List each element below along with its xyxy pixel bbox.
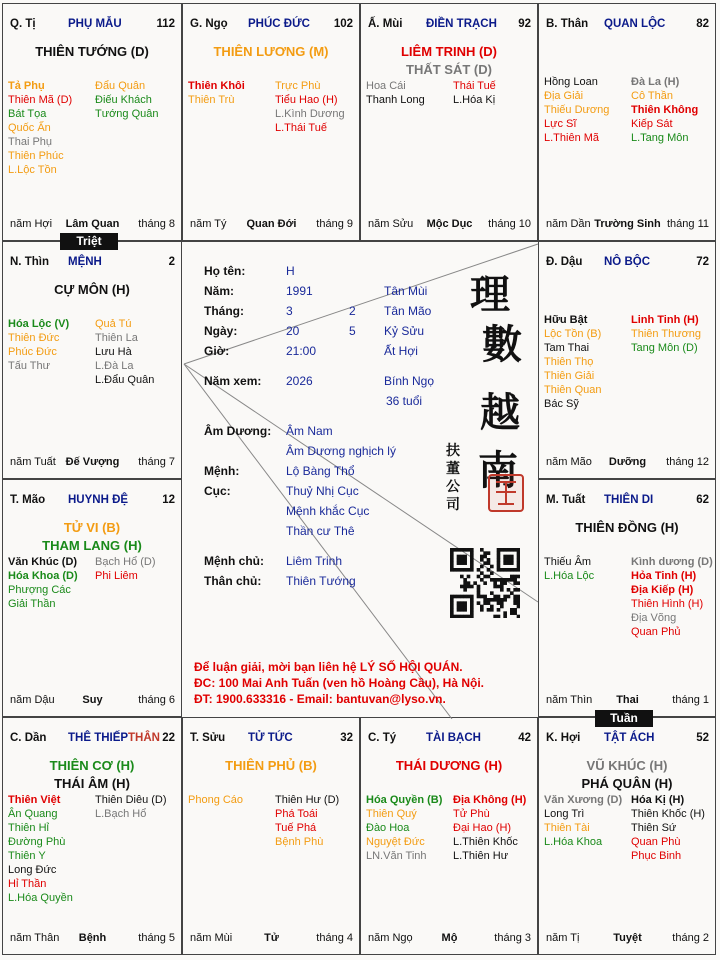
red-seal-stamp bbox=[488, 474, 524, 512]
minor-star: L.Kình Dương bbox=[275, 108, 345, 120]
palace-can-chi: K. Hợi bbox=[546, 732, 581, 744]
palace-cell bbox=[182, 3, 360, 241]
seal-char: 董 bbox=[446, 461, 460, 477]
palace-year: năm Mão bbox=[546, 456, 592, 468]
palace-footer bbox=[546, 218, 709, 232]
palace-name: PHÚC ĐỨC bbox=[248, 18, 310, 30]
palace-can-chi: T. Sửu bbox=[190, 732, 226, 744]
calligraphy-viet: 越 bbox=[480, 389, 520, 436]
ngay-am-lich: 5 bbox=[349, 324, 356, 338]
minor-star: Ân Quang bbox=[8, 808, 58, 820]
main-star: THIÊN CƠ (H) bbox=[49, 758, 135, 773]
minor-star: Thiên Tài bbox=[544, 822, 590, 834]
palace-number: 42 bbox=[518, 732, 531, 744]
contact-line-1: Để luận giải, mời bạn liên hệ LÝ SỐ HỘI QUÁN. bbox=[194, 660, 463, 674]
palace-footer bbox=[10, 218, 175, 232]
palace-header bbox=[546, 18, 709, 34]
minor-star: Phục Binh bbox=[631, 850, 682, 862]
minor-star: Thiếu Âm bbox=[544, 556, 592, 568]
truong-sinh: Mộ bbox=[441, 932, 458, 944]
minor-star: Phúc Đức bbox=[8, 346, 57, 358]
minor-star: Thiên Mã (D) bbox=[8, 94, 73, 106]
main-star: THẤT SÁT (D) bbox=[406, 62, 492, 77]
minor-star: Tấu Thư bbox=[8, 360, 51, 372]
palace-cell bbox=[182, 717, 360, 955]
thang-can-chi: Tân Mão bbox=[384, 304, 432, 318]
minor-star: Thiên Khốc (H) bbox=[631, 808, 705, 820]
main-star: LIÊM TRINH (D) bbox=[400, 44, 498, 59]
minor-star: Trực Phù bbox=[275, 80, 321, 92]
minor-star: Hóa Khoa (D) bbox=[8, 570, 78, 582]
palace-can-chi: N. Thìn bbox=[10, 256, 49, 268]
palace-month: tháng 4 bbox=[316, 932, 353, 944]
palace-year: năm Dậu bbox=[10, 694, 55, 706]
small-seal-text bbox=[446, 442, 466, 514]
palace-footer bbox=[546, 694, 709, 708]
truong-sinh: Đế Vượng bbox=[65, 456, 120, 468]
contact-address: ĐC: 100 Mai Anh Tuấn (ven hồ Hoàng Cầu), Hà Nội. bbox=[194, 676, 485, 690]
minor-star: Thiên Giải bbox=[544, 370, 595, 382]
seal-char: 扶 bbox=[446, 443, 460, 459]
minor-star: L.Hóa Kị bbox=[453, 94, 496, 106]
palace-header bbox=[190, 732, 353, 748]
palace-can-chi: B. Thân bbox=[546, 18, 589, 30]
minor-star: Lộc Tồn (B) bbox=[544, 328, 602, 340]
palace-number: 2 bbox=[168, 256, 175, 268]
minor-star: Thiên Khôi bbox=[188, 80, 245, 92]
minor-star: Địa Võng bbox=[631, 612, 677, 624]
minor-star: Long Trì bbox=[544, 808, 585, 820]
palace-cell bbox=[360, 3, 538, 241]
than-chu-value: Thiên Tướng bbox=[286, 574, 356, 588]
ngay-can-chi: Kỷ Sửu bbox=[384, 324, 425, 338]
main-star: THAM LANG (H) bbox=[42, 538, 142, 553]
minor-star: Hóa Kị (H) bbox=[631, 794, 685, 806]
palace-name: QUAN LỘC bbox=[604, 18, 666, 30]
minor-star: Thiên Không bbox=[631, 104, 699, 116]
minor-star: Thiên Hư (D) bbox=[275, 794, 340, 806]
truong-sinh: Tuyệt bbox=[613, 932, 642, 944]
minor-star: Hóa Quyền (B) bbox=[366, 794, 443, 806]
seal-char: 公 bbox=[446, 479, 460, 495]
seal-char: 司 bbox=[446, 497, 460, 513]
minor-star: Bệnh Phù bbox=[275, 836, 324, 848]
palace-name: HUYNH ĐỆ bbox=[68, 494, 129, 506]
than-cu: Thần cư Thê bbox=[286, 524, 355, 538]
palace-number: 52 bbox=[696, 732, 709, 744]
palace-month: tháng 9 bbox=[316, 218, 353, 230]
main-star: THIÊN ĐỒNG (H) bbox=[575, 520, 679, 535]
palace-name: TẬT ÁCH bbox=[604, 732, 655, 744]
menh-value: Lộ Bàng Thổ bbox=[286, 464, 355, 478]
main-star: TỬ VI (B) bbox=[63, 520, 121, 535]
palace-header bbox=[368, 18, 531, 34]
palace-can-chi: Ấ. Mùi bbox=[368, 18, 403, 30]
main-star: THÁI DƯƠNG (H) bbox=[395, 758, 503, 773]
minor-star: Tử Phù bbox=[453, 808, 490, 820]
minor-star: Thiên Hỉ bbox=[8, 822, 49, 834]
palace-can-chi: C. Tý bbox=[368, 732, 397, 744]
palace-footer bbox=[190, 932, 353, 946]
palace-cell bbox=[538, 3, 716, 241]
ho-ten-label: Họ tên: bbox=[204, 264, 246, 278]
minor-star: Kiếp Sát bbox=[631, 118, 673, 130]
palace-year: năm Mùi bbox=[190, 932, 233, 944]
minor-star: L.Thiên Hư bbox=[453, 850, 509, 862]
ho-ten-value: H bbox=[286, 264, 295, 278]
palace-year: năm Thân bbox=[10, 932, 60, 944]
minor-star: Quan Phủ bbox=[631, 626, 681, 638]
truong-sinh: Trường Sinh bbox=[594, 218, 661, 230]
calligraphy-ly: 理 bbox=[470, 271, 510, 318]
palace-month: tháng 11 bbox=[666, 218, 709, 230]
palace-number: 22 bbox=[162, 732, 175, 744]
minor-star: L.Hóa Quyền bbox=[8, 892, 73, 904]
calligraphy-so: 數 bbox=[482, 321, 522, 368]
truong-sinh: Thai bbox=[616, 694, 639, 706]
palace-month: tháng 12 bbox=[666, 456, 709, 468]
palace-name: PHỤ MẪU bbox=[68, 18, 122, 30]
minor-star: Đà La (H) bbox=[631, 76, 680, 88]
palace-number: 72 bbox=[696, 256, 709, 268]
palace-number: 32 bbox=[340, 732, 353, 744]
menh-chu-label: Mệnh chủ: bbox=[204, 554, 264, 568]
minor-star: Bác Sỹ bbox=[544, 398, 579, 410]
cuc-value: Thuỷ Nhị Cục bbox=[286, 484, 359, 498]
main-star: THÁI ÂM (H) bbox=[54, 776, 130, 791]
palace-name: ĐIỀN TRẠCH bbox=[426, 18, 497, 30]
palace-number: 92 bbox=[518, 18, 531, 30]
nam-xem-value: 2026 bbox=[286, 374, 313, 388]
minor-star: Linh Tinh (H) bbox=[631, 314, 699, 326]
minor-star: Thiên Thương bbox=[631, 328, 702, 340]
cuc-label: Cục: bbox=[204, 484, 231, 498]
minor-star: Thiên Thọ bbox=[544, 356, 594, 368]
contact-phone-email: ĐT: 1900.633316 - Email: bantuvan@lyso.vn. bbox=[194, 692, 446, 706]
palace-can-chi: Q. Tị bbox=[10, 18, 36, 30]
palace-number: 62 bbox=[696, 494, 709, 506]
nam-can-chi: Tân Mùi bbox=[384, 284, 428, 298]
palace-footer bbox=[10, 456, 175, 470]
triet-marker: Triệt bbox=[60, 233, 118, 250]
minor-star: Phi Liêm bbox=[95, 570, 138, 582]
cuc-relation: Mệnh khắc Cục bbox=[286, 504, 370, 518]
minor-star: Đào Hoa bbox=[366, 822, 410, 834]
thang-label: Tháng: bbox=[204, 304, 244, 318]
palace-year: năm Ngọ bbox=[368, 932, 413, 944]
minor-star: L.Thiên Mã bbox=[544, 132, 600, 144]
palace-year: năm Sửu bbox=[368, 218, 414, 230]
truong-sinh: Dưỡng bbox=[608, 456, 647, 468]
palace-cell bbox=[538, 479, 716, 717]
than-marker: THÂN bbox=[128, 732, 160, 744]
palace-year: năm Dần bbox=[546, 218, 591, 230]
palace-footer bbox=[368, 218, 531, 232]
minor-star: Thiếu Dương bbox=[544, 104, 610, 116]
minor-star: Thiên Sứ bbox=[631, 822, 677, 834]
truong-sinh: Bệnh bbox=[78, 932, 107, 944]
minor-star: Thiên Phúc bbox=[8, 150, 64, 162]
main-star: VŨ KHÚC (H) bbox=[586, 758, 668, 773]
palace-name: THÊ THIẾP bbox=[68, 732, 129, 744]
main-star: THIÊN TƯỚNG (D) bbox=[35, 44, 149, 59]
minor-star: L.Thiên Khốc bbox=[453, 836, 518, 848]
minor-star: Tiểu Hao (H) bbox=[275, 94, 338, 106]
minor-star: Giải Thần bbox=[8, 598, 56, 610]
palace-cell bbox=[2, 3, 182, 241]
am-duong-label: Âm Dương: bbox=[204, 424, 272, 438]
palace-footer bbox=[546, 932, 709, 946]
minor-star: Thiên Diêu (D) bbox=[95, 794, 167, 806]
gio-value: 21:00 bbox=[286, 344, 317, 358]
palace-name: NÔ BỘC bbox=[604, 256, 650, 268]
palace-year: năm Tị bbox=[546, 932, 580, 944]
minor-star: L.Hóa Khoa bbox=[544, 836, 603, 848]
truong-sinh: Lâm Quan bbox=[65, 218, 120, 230]
minor-star: Quả Tú bbox=[95, 318, 132, 330]
minor-star: Hoa Cái bbox=[366, 80, 406, 92]
minor-star: Tướng Quân bbox=[95, 108, 159, 120]
minor-star: Thai Phụ bbox=[8, 136, 53, 148]
nam-label: Năm: bbox=[204, 284, 235, 298]
menh-label: Mệnh: bbox=[204, 464, 240, 478]
palace-footer bbox=[190, 218, 353, 232]
main-star: CỰ MÔN (H) bbox=[54, 282, 130, 297]
minor-star: Phá Toái bbox=[275, 808, 318, 820]
palace-year: năm Thìn bbox=[546, 694, 593, 706]
menh-chu-value: Liêm Trinh bbox=[286, 554, 343, 568]
palace-header bbox=[368, 732, 531, 748]
palace-can-chi: T. Mão bbox=[10, 494, 46, 506]
palace-header bbox=[10, 494, 175, 510]
gio-label: Giờ: bbox=[204, 344, 230, 358]
palace-header bbox=[546, 256, 709, 272]
calligraphy-nam: 南 bbox=[478, 447, 518, 494]
truong-sinh: Tử bbox=[264, 932, 279, 944]
than-chu-label: Thân chủ: bbox=[204, 574, 262, 588]
minor-star: Thiên Y bbox=[8, 850, 46, 862]
am-duong-detail: Âm Dương nghịch lý bbox=[286, 444, 396, 458]
minor-star: Thiên Quan bbox=[544, 384, 602, 396]
palace-month: tháng 2 bbox=[672, 932, 709, 944]
minor-star: Quan Phù bbox=[631, 836, 681, 848]
seal-mark-icon bbox=[490, 476, 522, 510]
minor-star: LN.Văn Tinh bbox=[366, 850, 427, 862]
minor-star: Phượng Các bbox=[8, 584, 71, 596]
minor-star: Lực Sĩ bbox=[544, 118, 577, 130]
minor-star: Thanh Long bbox=[366, 94, 425, 106]
minor-star: L.Lộc Tồn bbox=[8, 164, 57, 176]
minor-star: Quốc Ấn bbox=[8, 122, 51, 134]
palace-year: năm Tuất bbox=[10, 456, 56, 468]
minor-star: Thiên Việt bbox=[8, 794, 61, 806]
palace-footer bbox=[368, 932, 531, 946]
palace-month: tháng 3 bbox=[494, 932, 531, 944]
palace-header bbox=[546, 494, 709, 510]
minor-star: Thái Tuế bbox=[453, 80, 496, 92]
minor-star: L.Đẩu Quân bbox=[95, 374, 155, 386]
palace-can-chi: C. Dần bbox=[10, 732, 47, 744]
palace-name: MỆNH bbox=[68, 256, 102, 268]
palace-month: tháng 1 bbox=[672, 694, 709, 706]
palace-month: tháng 5 bbox=[138, 932, 175, 944]
minor-star: Hữu Bật bbox=[544, 314, 588, 326]
palace-cell bbox=[2, 717, 182, 955]
palace-header bbox=[190, 18, 353, 34]
ngay-label: Ngày: bbox=[204, 324, 238, 338]
minor-star: Đại Hao (H) bbox=[453, 822, 512, 834]
minor-star: Thiên Hình (H) bbox=[631, 598, 704, 610]
palace-number: 12 bbox=[162, 494, 175, 506]
minor-star: Tang Môn (D) bbox=[631, 342, 698, 354]
thang-am-lich: 2 bbox=[349, 304, 356, 318]
palace-can-chi: Đ. Dậu bbox=[546, 256, 583, 268]
minor-star: Thiên Đức bbox=[8, 332, 60, 344]
am-duong-value: Âm Nam bbox=[286, 424, 333, 438]
minor-star: Đường Phù bbox=[8, 836, 66, 848]
palace-cell bbox=[538, 717, 716, 955]
minor-star: Điếu Khách bbox=[95, 94, 152, 106]
palace-footer bbox=[10, 932, 175, 946]
tuan-marker: Tuần bbox=[595, 710, 653, 727]
minor-star: Phong Cáo bbox=[188, 794, 244, 806]
palace-number: 112 bbox=[156, 18, 175, 30]
minor-star: Long Đức bbox=[8, 864, 57, 876]
minor-star: Kình dương (D) bbox=[631, 556, 713, 568]
qr-code-icon bbox=[450, 548, 520, 618]
palace-header bbox=[546, 732, 709, 748]
palace-cell bbox=[360, 717, 538, 955]
minor-star: Hỏa Tinh (H) bbox=[631, 570, 697, 582]
minor-star: Tả Phụ bbox=[8, 80, 45, 92]
palace-can-chi: M. Tuất bbox=[546, 494, 586, 506]
main-star: PHÁ QUÂN (H) bbox=[581, 776, 673, 791]
thang-value: 3 bbox=[286, 304, 293, 318]
palace-name: TỬ TỨC bbox=[248, 732, 293, 744]
palace-header bbox=[10, 18, 175, 34]
ngay-value: 20 bbox=[286, 324, 300, 338]
truong-sinh: Mộc Dục bbox=[426, 218, 473, 230]
gio-can-chi: Ất Hợi bbox=[384, 344, 418, 358]
minor-star: Cô Thần bbox=[631, 90, 673, 102]
palace-cell bbox=[538, 241, 716, 479]
minor-star: Hỉ Thần bbox=[8, 878, 47, 890]
minor-star: L.Tang Môn bbox=[631, 132, 689, 144]
palace-header bbox=[10, 732, 175, 748]
minor-star: Tam Thai bbox=[544, 342, 590, 354]
minor-star: Thiên Trù bbox=[188, 94, 235, 106]
minor-star: L.Đà La bbox=[95, 360, 134, 372]
minor-star: Địa Giải bbox=[544, 90, 584, 102]
palace-month: tháng 7 bbox=[138, 456, 175, 468]
palace-month: tháng 8 bbox=[138, 218, 175, 230]
minor-star: Địa Không (H) bbox=[453, 794, 527, 806]
truong-sinh: Quan Đới bbox=[246, 218, 297, 230]
nam-value: 1991 bbox=[286, 284, 313, 298]
minor-star: L.Hóa Lộc bbox=[544, 570, 595, 582]
main-star: THIÊN PHỦ (B) bbox=[225, 758, 317, 773]
palace-year: năm Tý bbox=[190, 218, 227, 230]
minor-star: Văn Khúc (D) bbox=[8, 556, 78, 568]
truong-sinh: Suy bbox=[82, 694, 103, 706]
minor-star: Địa Kiếp (H) bbox=[631, 584, 694, 596]
palace-year: năm Hợi bbox=[10, 218, 53, 230]
palace-month: tháng 10 bbox=[488, 218, 531, 230]
center-info-panel bbox=[181, 241, 539, 718]
minor-star: Hồng Loan bbox=[544, 76, 598, 88]
palace-footer bbox=[10, 694, 175, 708]
palace-cell bbox=[2, 241, 182, 479]
minor-star: Đẩu Quân bbox=[95, 80, 146, 92]
minor-star: Thiên Quý bbox=[366, 808, 417, 820]
minor-star: Thiên La bbox=[95, 332, 138, 344]
palace-cell bbox=[2, 479, 182, 717]
main-star: THIÊN LƯƠNG (M) bbox=[213, 44, 329, 59]
palace-month: tháng 6 bbox=[138, 694, 175, 706]
palace-header bbox=[10, 256, 175, 272]
palace-name: TÀI BẠCH bbox=[426, 732, 481, 744]
minor-star: Văn Xương (D) bbox=[544, 794, 623, 806]
minor-star: Hóa Lộc (V) bbox=[8, 318, 70, 330]
palace-can-chi: G. Ngọ bbox=[190, 18, 228, 30]
palace-number: 82 bbox=[696, 18, 709, 30]
tuoi-value: 36 tuổi bbox=[386, 394, 423, 408]
minor-star: Nguyệt Đức bbox=[366, 836, 425, 848]
palace-footer bbox=[546, 456, 709, 470]
palace-name: THIÊN DI bbox=[604, 494, 654, 506]
palace-number: 102 bbox=[333, 18, 353, 30]
minor-star: L.Bạch Hổ bbox=[95, 808, 147, 820]
minor-star: Lưu Hà bbox=[95, 346, 132, 358]
minor-star: L.Thái Tuế bbox=[275, 122, 327, 134]
minor-star: Bạch Hổ (D) bbox=[95, 556, 156, 568]
nam-xem-label: Năm xem: bbox=[204, 374, 262, 388]
minor-star: Tuế Phá bbox=[275, 822, 317, 834]
minor-star: Bát Tọa bbox=[8, 108, 47, 120]
nam-xem-can-chi: Bính Ngọ bbox=[384, 374, 435, 388]
